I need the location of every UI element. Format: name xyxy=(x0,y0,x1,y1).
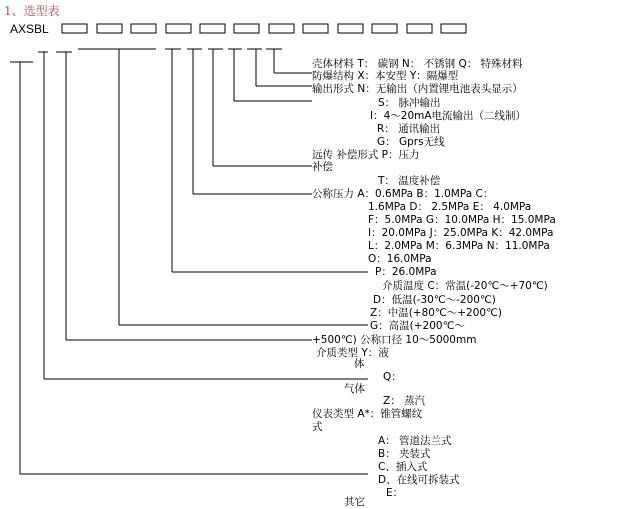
nominal-diameter-line: +500℃) 公称口径 10～5000mm xyxy=(312,334,477,346)
code-box-8 xyxy=(303,24,328,33)
code-box-12 xyxy=(441,24,466,33)
nominal-pressure-line: 公称压力 A：0.6MPa B：1.0MPa C： xyxy=(312,188,494,200)
output-option-line: S： 脉冲输出 xyxy=(378,97,441,109)
temperature-option-line: D：低温(-30℃～-200℃) xyxy=(373,294,496,306)
pressure-option-line: F：5.0MPa G：10.0MPa H：15.0MPa xyxy=(368,214,556,226)
medium-option-line: 气体 xyxy=(344,383,365,395)
page-title: 1、选型表 xyxy=(4,4,60,18)
explosion-proof-line: 防爆结构 X：本安型 Y：隔爆型 xyxy=(312,70,459,82)
code-box-5 xyxy=(200,24,225,33)
compensation-option-line: T： 温度补偿 xyxy=(378,175,441,187)
medium-option-line: Q： xyxy=(383,371,402,383)
code-box-7 xyxy=(269,24,294,33)
medium-option-line: Z： 蒸汽 xyxy=(383,395,426,407)
medium-type-line: 体 xyxy=(354,358,365,370)
instrument-option-line: D、在线可拆装式 xyxy=(378,474,460,486)
code-box-4 xyxy=(166,24,191,33)
output-type-line: 输出形式 N：无输出（内置锂电池表头显示） xyxy=(312,83,523,95)
pressure-option-line: O：16.0MPa xyxy=(368,253,432,265)
output-option-line: G： Gprs无线 xyxy=(377,136,445,148)
instrument-type-line: 仪表类型 A*：锥管螺纹 xyxy=(312,408,423,420)
housing-material-line: 壳体材料 T： 碳钢 N： 不锈钢 Q： 特殊材料 xyxy=(312,58,523,70)
medium-temperature-line: 介质温度 C：常温(-20℃～+70℃) xyxy=(382,280,548,292)
code-box-1 xyxy=(62,24,87,33)
code-box-11 xyxy=(407,24,432,33)
instrument-type-line: 式 xyxy=(312,421,323,433)
instrument-option-line: B： 夹装式 xyxy=(378,448,431,460)
pressure-option-line: P：26.0MPa xyxy=(375,266,437,278)
instrument-option-line: A： 管道法兰式 xyxy=(378,435,452,447)
code-box-9 xyxy=(338,24,363,33)
output-option-line: I：4～20mA电流输出（二线制） xyxy=(370,110,527,122)
temperature-option-line: Z：中温(+80℃～+200℃) xyxy=(370,307,502,319)
compensation-line: 远传 补偿形式 P：压力 xyxy=(312,149,420,161)
code-box-6 xyxy=(234,24,259,33)
model-code: AXSBL xyxy=(10,22,49,36)
instrument-option-line: 其它 xyxy=(344,496,365,508)
code-box-2 xyxy=(97,24,122,33)
code-box-3 xyxy=(131,24,156,33)
instrument-option-line: E： xyxy=(386,487,404,499)
pressure-option-line: L：2.0MPa M：6.3MPa N：11.0MPa xyxy=(368,240,550,252)
instrument-option-line: C、插入式 xyxy=(378,461,428,473)
output-option-line: R： 通讯输出 xyxy=(377,123,441,135)
temperature-option-line: G：高温(+200℃～ xyxy=(370,320,465,332)
pressure-option-line: I：20.0MPa J：25.0MPa K：42.0MPa xyxy=(368,227,554,239)
code-box-10 xyxy=(372,24,397,33)
medium-type-line: 介质类型 Y：液 xyxy=(316,347,389,359)
pressure-option-line: 1.6MPa D： 2.5MPa E： 4.0MPa xyxy=(368,201,532,213)
compensation-line: 补偿 xyxy=(312,161,333,173)
